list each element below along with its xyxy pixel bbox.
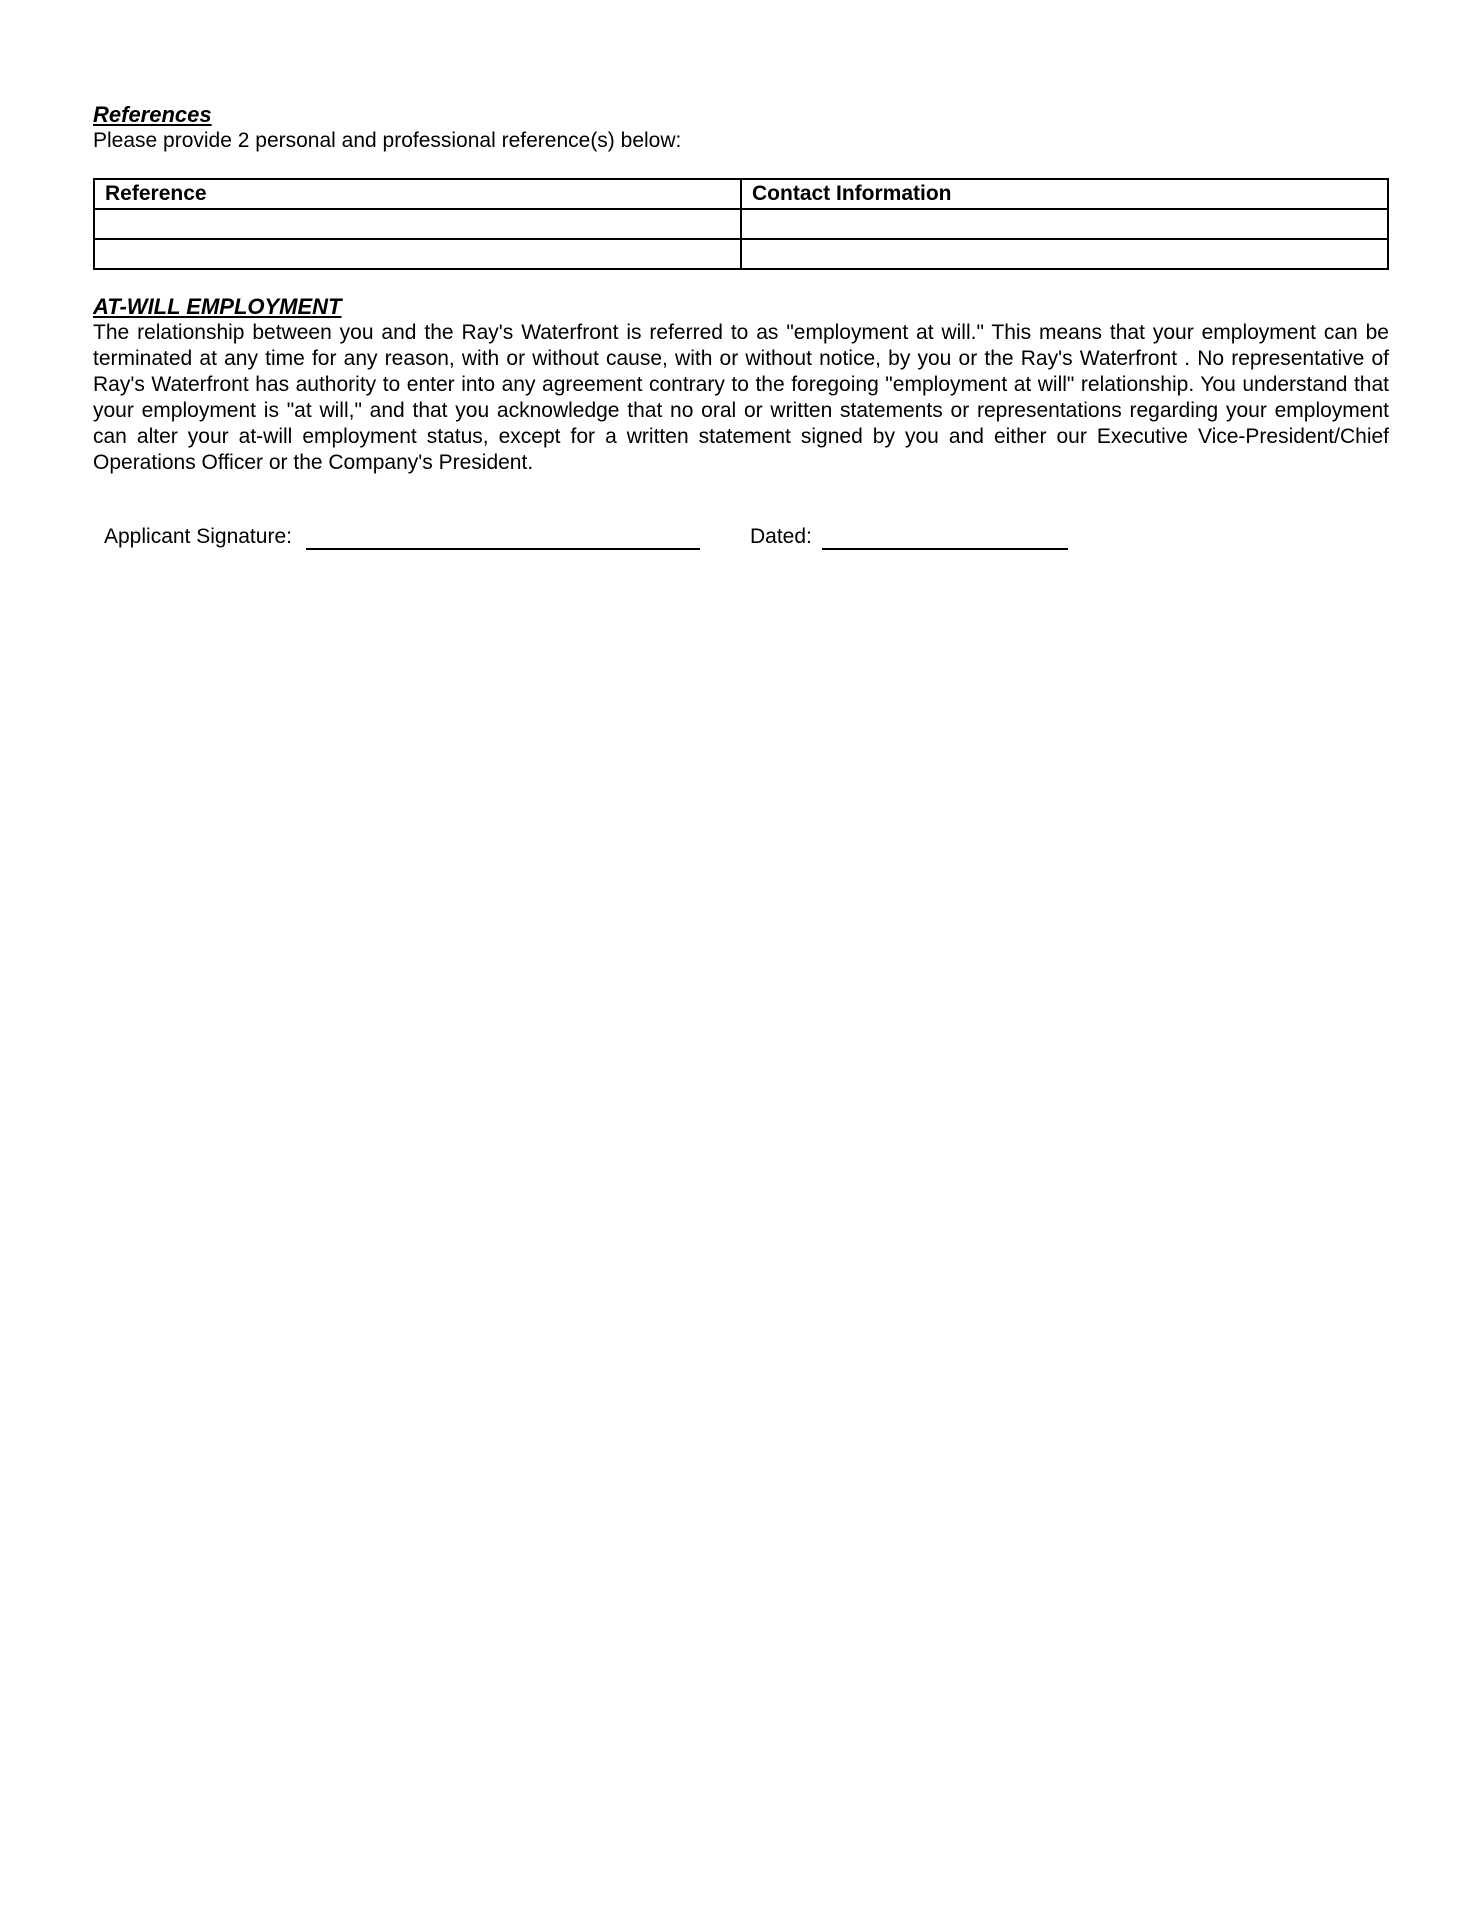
- dated-label: Dated:: [749, 525, 812, 548]
- signature-row: [93, 524, 1389, 550]
- references-table: [93, 178, 1389, 270]
- contact-information-cell[interactable]: [741, 239, 1388, 269]
- references-intro: Please provide 2 personal and professional reference(s) below:: [93, 129, 682, 152]
- table-header-row: [94, 179, 1388, 209]
- column-header-contact-information: Contact Information: [741, 179, 1388, 209]
- at-will-employment-heading: AT-WILL EMPLOYMENT: [93, 294, 342, 319]
- document-page: [93, 102, 1389, 550]
- table-row: [94, 239, 1388, 269]
- reference-cell[interactable]: [94, 239, 741, 269]
- table-row: [94, 209, 1388, 239]
- reference-cell[interactable]: [94, 209, 741, 239]
- column-header-reference: Reference: [94, 179, 741, 209]
- applicant-signature-field[interactable]: [306, 526, 700, 550]
- at-will-employment-body: The relationship between you and the Ray's Waterfront is referred to as "employment at will." This means that your employment can be terminated at any time for any reason, with or without cause, with or without notice, by you or the Ray's Waterfront . No representative of Ray's Waterfront has authority to enter into any agreement contrary to the foregoing "employment at will" relationship. You understand that your employment is "at will," and that you acknowledge that no oral or written statements or representations regarding your employment can alter your at-will employment status, except for a written statement signed by you and either our Executive Vice-President/Chief Operations Officer or the Company's President.: [93, 321, 1389, 474]
- applicant-signature-label: Applicant Signature:: [104, 525, 292, 548]
- dated-field[interactable]: [822, 526, 1068, 550]
- contact-information-cell[interactable]: [741, 209, 1388, 239]
- references-heading: References: [93, 102, 212, 127]
